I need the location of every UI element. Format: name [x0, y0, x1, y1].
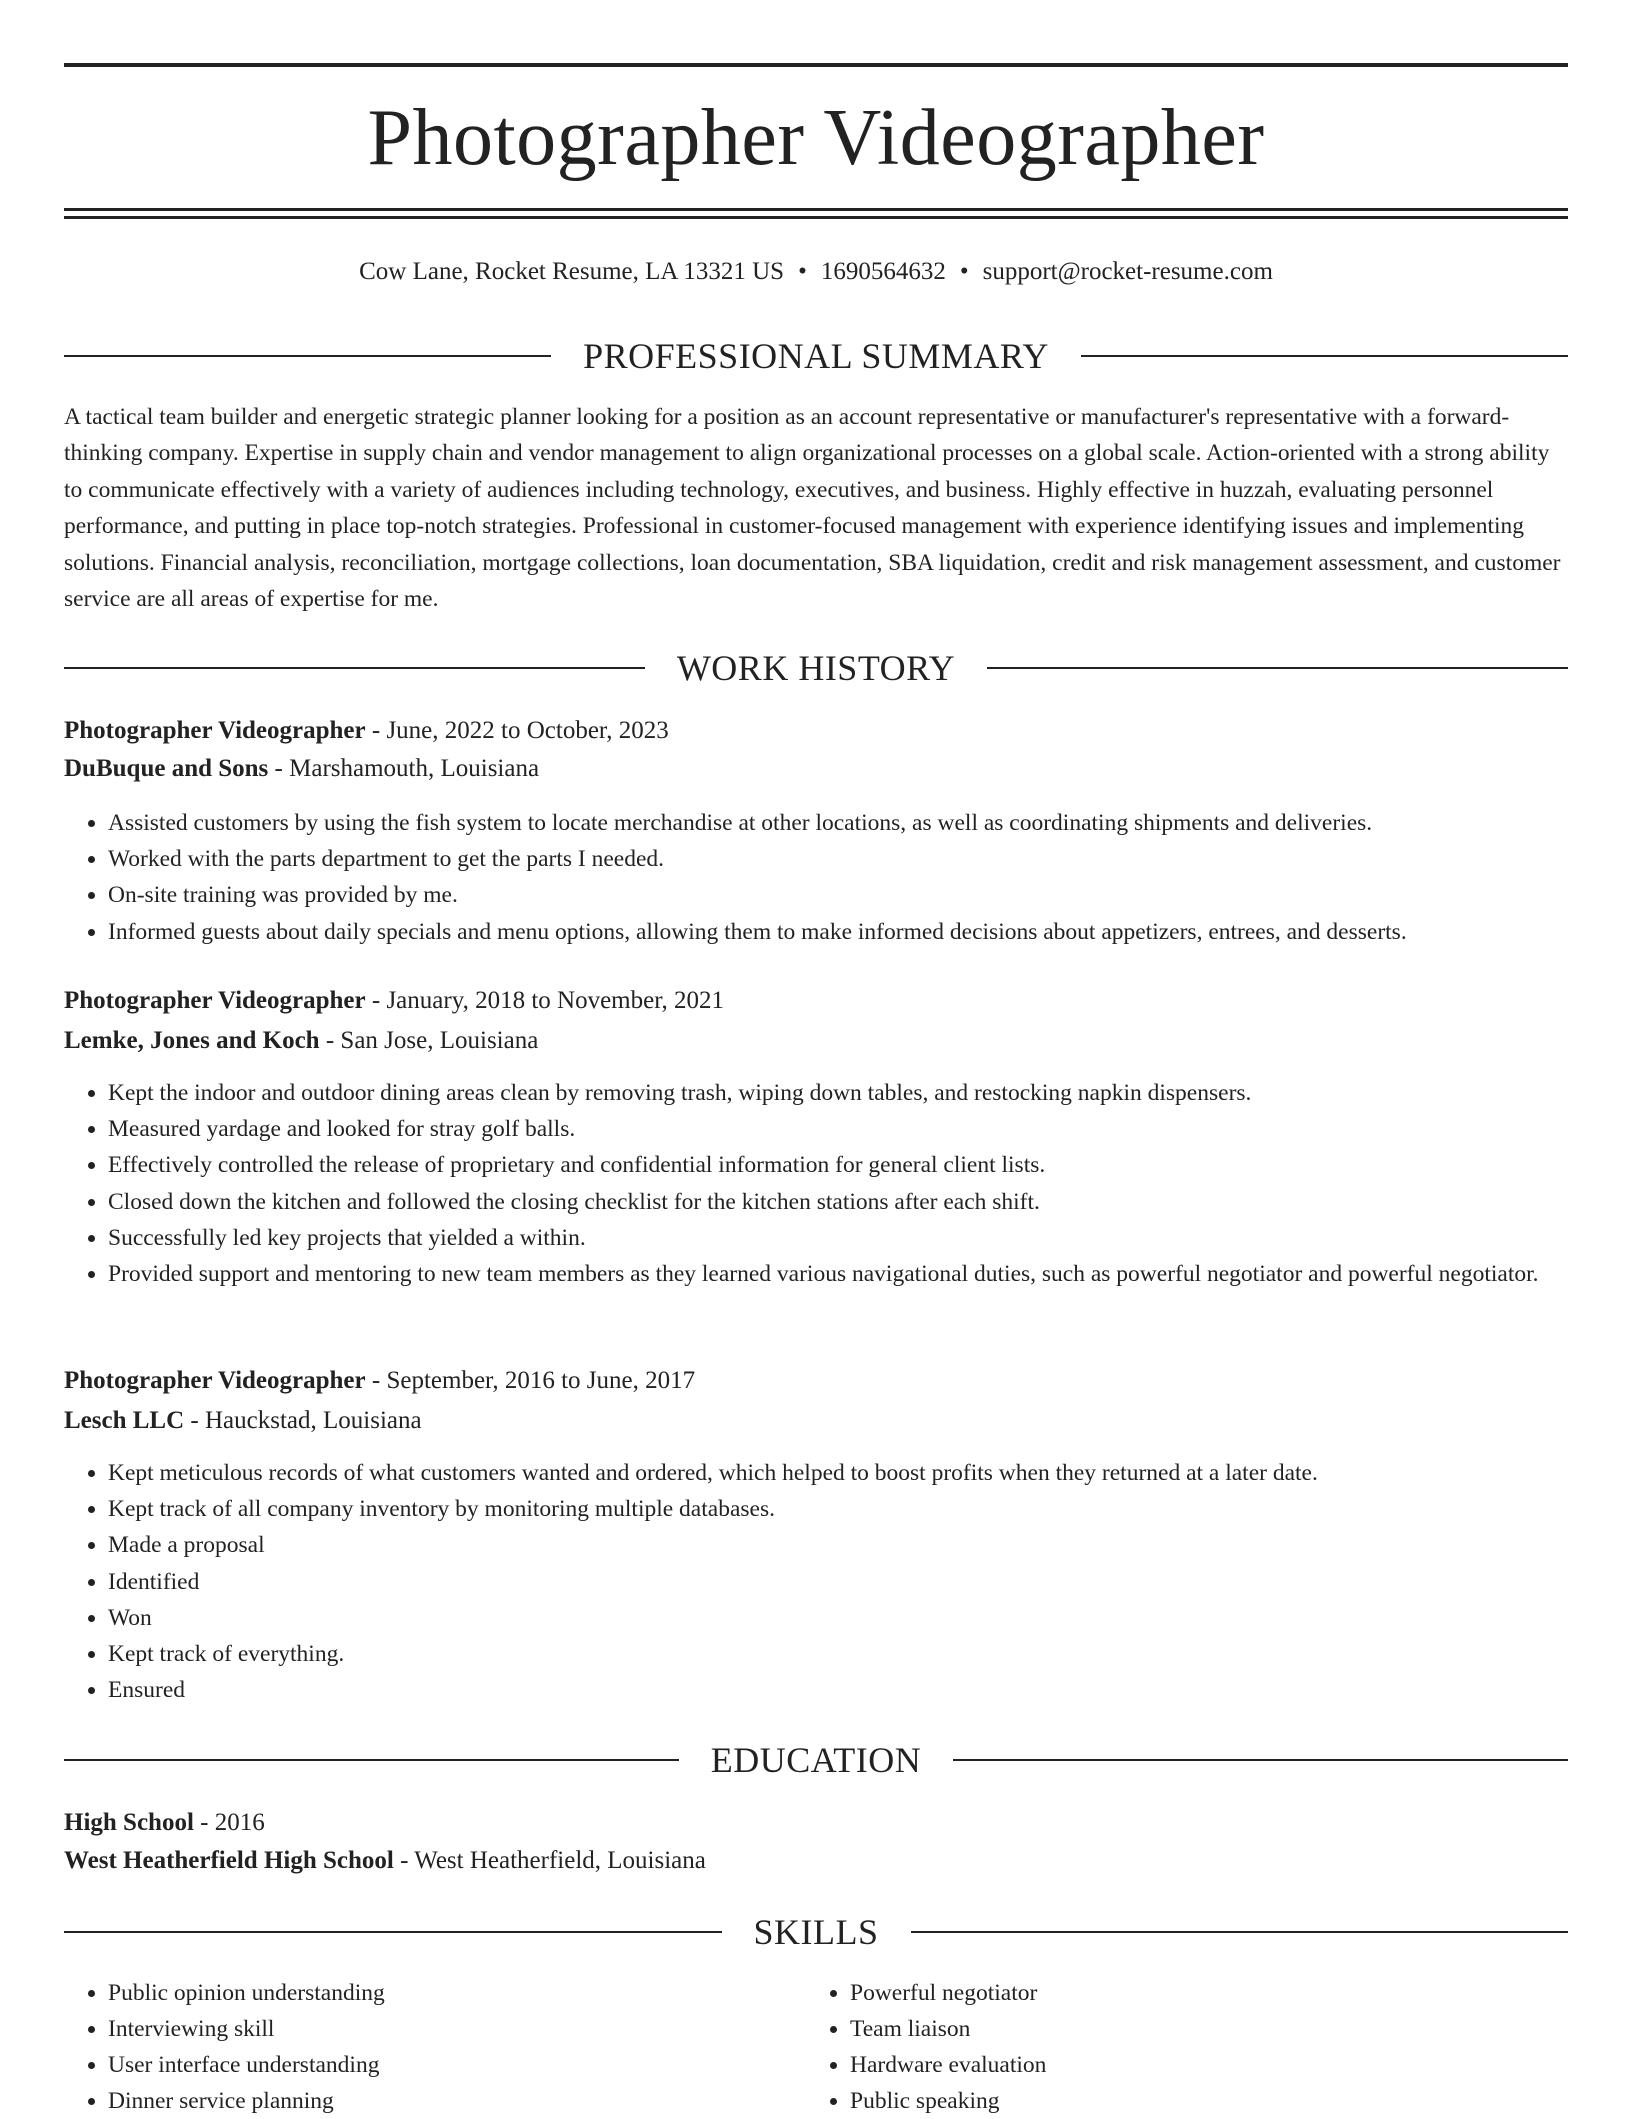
- list-item: • On-site training was provided by me.: [108, 877, 1588, 913]
- skills-list-right: [806, 1975, 1548, 2119]
- skills-list-left: [64, 1975, 806, 2119]
- heading-rule: [64, 1931, 722, 1933]
- job-company-line: [64, 1022, 1568, 1060]
- contact-phone: 1690564632: [820, 258, 946, 285]
- job-title-line: [64, 982, 1568, 1020]
- header-bottom-rule: [64, 208, 1568, 211]
- skill-item: • Public speaking: [850, 2083, 1548, 2119]
- list-item: • Informed guests about daily specials and menu options, allowing them to make informed decisions about appetizers, entrees, and desserts.: [108, 914, 1588, 950]
- list-item: • Kept track of all company inventory by monitoring multiple databases.: [108, 1491, 1588, 1527]
- contact-line: [64, 252, 1568, 292]
- skill-item: • Powerful negotiator: [850, 1975, 1548, 2011]
- job-bullets: [64, 805, 1588, 950]
- section-title: WORK HISTORY: [676, 648, 956, 688]
- job-company: DuBuque and Sons: [64, 755, 269, 782]
- heading-rule: [64, 667, 645, 669]
- list-item: • Ensured: [108, 1672, 1588, 1708]
- list-item: • Closed down the kitchen and followed the closing checklist for the kitchen stations after each shift.: [108, 1184, 1588, 1220]
- education-school: West Heatherfield High School: [64, 1847, 394, 1874]
- job-location: - Hauckstad, Louisiana: [184, 1407, 422, 1434]
- section-heading-education: [64, 1738, 1568, 1782]
- heading-rule: [64, 355, 551, 357]
- job-location: - San Jose, Louisiana: [319, 1027, 539, 1054]
- header-bottom-rule-2: [64, 216, 1568, 219]
- job-dates: - June, 2022 to October, 2023: [365, 717, 669, 744]
- job-dates: - January, 2018 to November, 2021: [365, 987, 725, 1014]
- skill-item: • Dinner service planning: [108, 2083, 806, 2119]
- skills-columns: [64, 1975, 1568, 2119]
- list-item: • Successfully led key projects that yielded a within.: [108, 1220, 1588, 1256]
- heading-rule: [1081, 355, 1568, 357]
- heading-rule: [64, 1759, 679, 1761]
- list-item: • Worked with the parts department to get the parts I needed.: [108, 841, 1588, 877]
- list-item: • Provided support and mentoring to new team members as they learned various navigational duties, such as powerful negotiator and powerful negotiator.: [108, 1256, 1588, 1292]
- job-title: Photographer Videographer: [64, 987, 366, 1014]
- list-item: • Won: [108, 1600, 1588, 1636]
- summary-text: A tactical team builder and energetic strategic planner looking for a position as an account representative or manufacturer's representative with a forward-thinking company. Expertise in supply chain and vendor management to align organizational processes on a global scale. Action-oriented with a strong ability to communicate effectively with a variety of audiences including technology, executives, and business. Highly effective in huzzah, evaluating personnel performance, and putting in place top-notch strategies. Professional in customer-focused management with experience identifying issues and implementing solutions. Financial analysis, reconciliation, mortgage collections, loan documentation, SBA liquidation, credit and risk management assessment, and customer service are all areas of expertise for me.: [64, 404, 1561, 613]
- education-degree-line: [64, 1804, 1568, 1842]
- skill-item: • Team liaison: [850, 2011, 1548, 2047]
- heading-rule: [911, 1931, 1569, 1933]
- section-heading-skills: [64, 1910, 1568, 1954]
- job-company: Lemke, Jones and Koch: [64, 1027, 320, 1054]
- section-heading-work: [64, 646, 1568, 690]
- job-dates: - September, 2016 to June, 2017: [365, 1367, 696, 1394]
- skill-item: • Interviewing skill: [108, 2011, 806, 2047]
- list-item: • Effectively controlled the release of proprietary and confidential information for general client lists.: [108, 1147, 1588, 1183]
- list-item: • Kept meticulous records of what customers wanted and ordered, which helped to boost profits when they returned at a later date.: [108, 1455, 1588, 1491]
- list-item: • Measured yardage and looked for stray golf balls.: [108, 1111, 1588, 1147]
- job-location: - Marshamouth, Louisiana: [268, 755, 540, 782]
- list-item: • Identified: [108, 1564, 1588, 1600]
- list-item: • Kept the indoor and outdoor dining areas clean by removing trash, wiping down tables, and restocking napkin dispensers.: [108, 1075, 1588, 1111]
- job-title-line: [64, 1362, 1568, 1400]
- contact-separator: •: [798, 258, 807, 285]
- education-degree: High School: [64, 1809, 194, 1836]
- resume-name: Photographer Videographer: [367, 94, 1265, 182]
- section-title: EDUCATION: [710, 1740, 922, 1780]
- job-title: Photographer Videographer: [64, 1367, 366, 1394]
- contact-address: Cow Lane, Rocket Resume, LA 13321 US: [359, 258, 785, 285]
- list-item: • Assisted customers by using the fish system to locate merchandise at other locations, as well as coordinating shipments and deliveries.: [108, 805, 1588, 841]
- header-top-rule: [64, 63, 1568, 67]
- job-title-line: [64, 712, 1568, 750]
- education-school-line: [64, 1842, 1568, 1880]
- list-item: • Made a proposal: [108, 1527, 1588, 1563]
- contact-email: support@rocket-resume.com: [982, 258, 1273, 285]
- skill-item: • Hardware evaluation: [850, 2047, 1548, 2083]
- contact-separator: •: [959, 258, 969, 285]
- list-item: • Kept track of everything.: [108, 1636, 1588, 1672]
- skill-item: • User interface understanding: [108, 2047, 806, 2083]
- education-year: - 2016: [193, 1809, 265, 1836]
- heading-rule: [953, 1759, 1568, 1761]
- job-company-line: [64, 750, 1568, 788]
- job-company: Lesch LLC: [64, 1407, 185, 1434]
- skill-item: • Public opinion understanding: [108, 1975, 806, 2011]
- job-company-line: [64, 1402, 1568, 1440]
- job-bullets: [64, 1075, 1588, 1292]
- job-title: Photographer Videographer: [64, 717, 366, 744]
- heading-rule: [987, 667, 1568, 669]
- section-title: SKILLS: [753, 1912, 879, 1952]
- job-bullets: [64, 1455, 1588, 1708]
- section-heading-summary: [64, 334, 1568, 378]
- section-title: PROFESSIONAL SUMMARY: [583, 336, 1049, 376]
- education-location: - West Heatherfield, Louisiana: [393, 1847, 706, 1874]
